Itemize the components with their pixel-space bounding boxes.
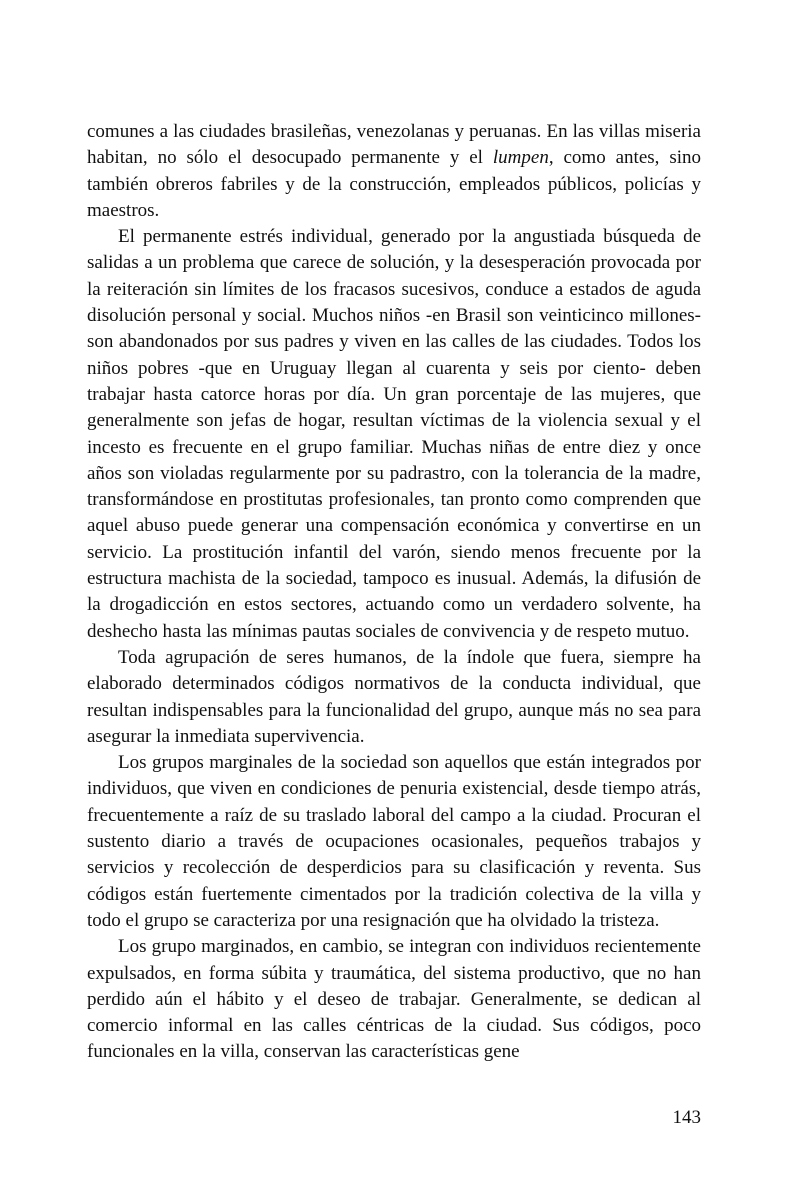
paragraph-3: Toda agrupación de seres humanos, de la índole que fuera, siempre ha elaborado determinados códigos normativos de la conducta individual, que resultan indispensables para la funcionalidad del grupo, aunque más no sea para asegurar la inmediata supervivencia.	[87, 646, 701, 747]
body-text	[87, 119, 701, 1066]
paragraph-1: comunes a las ciudades brasileñas, venezolanas y peruanas. En las villas miseria habitan, no sólo el desocupado permanente y el lumpen, como antes, sino también obreros fabriles y de la construcción, empleados públicos, policías y maestros.	[87, 121, 701, 221]
page-number: 143	[672, 1107, 701, 1128]
paragraph-4: Los grupos marginales de la sociedad son aquellos que están integrados por individuos, que viven en condiciones de penuria existencial, desde tiempo atrás, frecuentemente a raíz de su traslado laboral del campo a la ciudad. Procuran el sustento diario a través de ocupaciones ocasionales, pequeños trabajos y servicios y recolección de desperdicios para su clasificación y reventa. Sus códigos están fuertemente cimentados por la tradición colectiva de la villa y todo el grupo se caracteriza por una resignación que ha olvidado la tristeza.	[87, 752, 701, 931]
paragraph-2: El permanente estrés individual, generado por la angustiada búsqueda de salidas a un problema que carece de solución, y la desesperación provocada por la reiteración sin límites de los fracasos sucesivos, conduce a estados de aguda disolución personal y social. Muchos niños -en Brasil son veinticinco millones- son abandonados por sus padres y viven en las calles de las ciudades. Todos los niños pobres -que en Uruguay llegan al cuarenta y seis por ciento- deben trabajar hasta catorce horas por día. Un gran porcentaje de las mujeres, que generalmente son jefas de hogar, resultan víctimas de la violencia sexual y el incesto es frecuente en el grupo familiar. Muchas niñas de entre diez y once años son violadas regularmente por su padrastro, con la tolerancia de la madre, transformándose en prostitutas profesionales, tan pronto como comprenden que aquel abuso puede generar una compensación económica y convertirse en un servicio. La prostitución infantil del varón, siendo menos frecuente por la estructura machista de la sociedad, tampoco es inusual. Además, la difusión de la drogadicción en estos sectores, actuando como un verdadero solvente, ha deshecho hasta las mínimas pautas sociales de convivencia y de respeto mutuo.	[87, 226, 701, 642]
italic-term: lumpen	[492, 147, 549, 169]
paragraph-5: Los grupo marginados, en cambio, se integran con individuos recientemente expulsados, en forma súbita y traumática, del sistema productivo, que no han perdido aún el hábito y el deseo de trabajar. Generalmente, se dedican al comercio informal en las calles céntricas de la ciudad. Sus códigos, poco funcionales en la villa, conservan las características gene	[87, 936, 701, 1063]
